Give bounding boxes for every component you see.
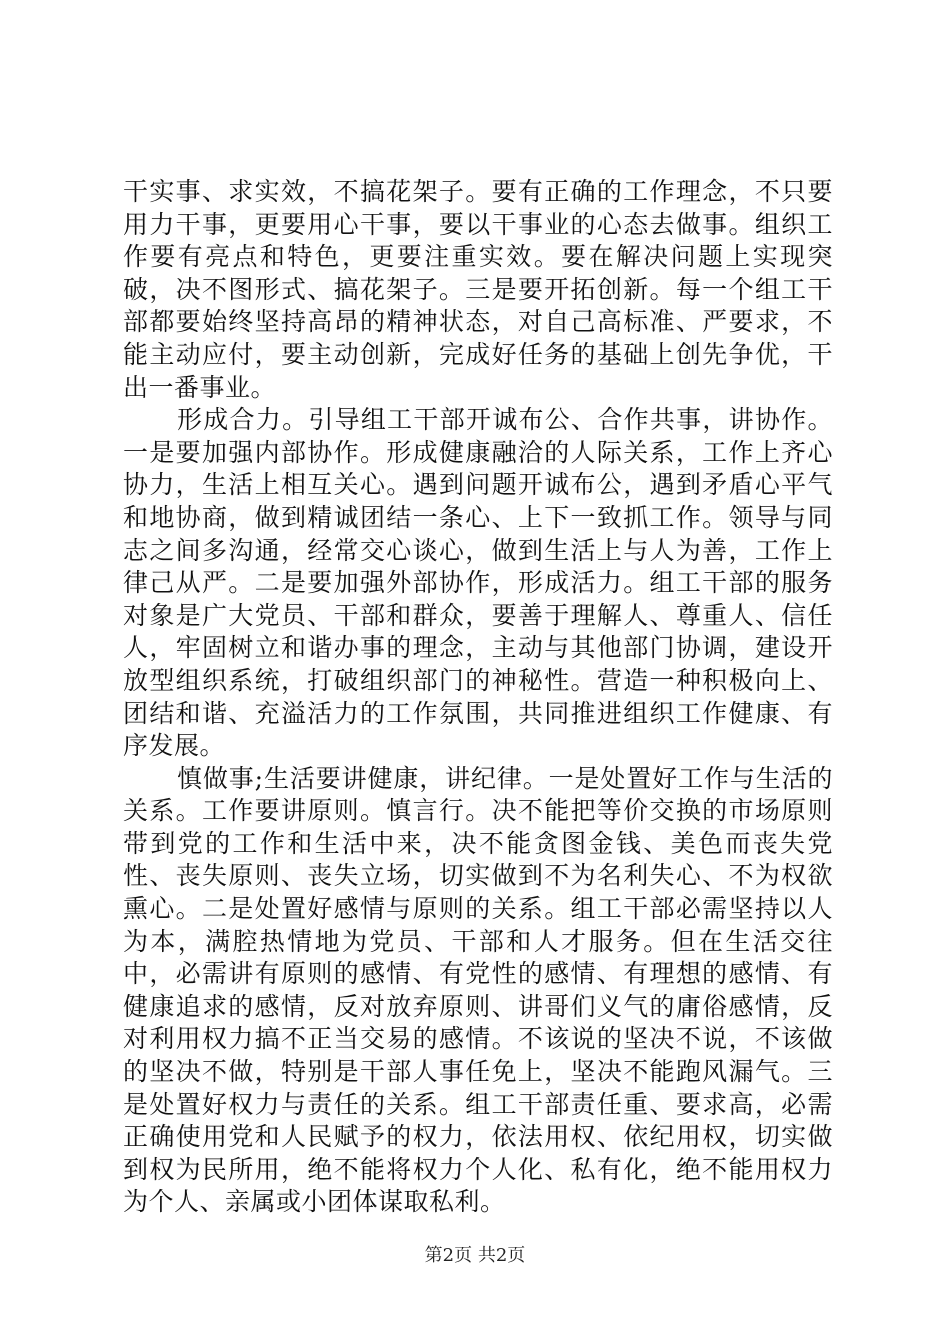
page-footer: 第2页 共2页 — [424, 1245, 526, 1266]
paragraph-1: 干实事、求实效，不搞花架子。要有正确的工作理念，不只要用力干事，更要用心干事，要以干事业的心态去做事。组织工作要有亮点和特色，更要注重实效。要在解决问题上实现突破，决不图形式、搞花架子。三是要开拓创新。每一个组工干部都要始终坚持高昂的精神状态，对自己高标准、严要求，不能主动应付，要主动创新，完成好任务的基础上创先争优，干出一番事业。 — [123, 177, 833, 402]
paragraph-2: 形成合力。引导组工干部开诚布公、合作共事，讲协作。一是要加强内部协作。形成健康融洽的人际关系，工作上齐心协力，生活上相互关心。遇到问题开诚布公，遇到矛盾心平气和地协商，做到精诚团结一条心、上下一致抓工作。领导与同志之间多沟通，经常交心谈心，做到生活上与人为善，工作上律己从严。二是要加强外部协作，形成活力。组工干部的服务对象是广大党员、干部和群众，要善于理解人、尊重人、信任人，牢固树立和谐办事的理念，主动与其他部门协调，建设开放型组织系统，打破组织部门的神秘性。营造一种积极向上、团结和谐、充溢活力的工作氛围，共同推进组织工作健康、有序发展。 — [123, 405, 833, 761]
document-body — [123, 176, 833, 1219]
paragraph-3: 慎做事;生活要讲健康，讲纪律。一是处置好工作与生活的关系。工作要讲原则。慎言行。决不能把等价交换的市场原则带到党的工作和生活中来，决不能贪图金钱、美色而丧失党性、丧失原则、丧失立场，切实做到不为名利失心、不为权欲熏心。二是处置好感情与原则的关系。组工干部必需坚持以人为本，满腔热情地为党员、干部和人才服务。但在生活交往中，必需讲有原则的感情、有党性的感情、有理想的感情、有健康追求的感情，反对放弃原则、讲哥们义气的庸俗感情，反对利用权力搞不正当交易的感情。不该说的坚决不说，不该做的坚决不做，特别是干部人事任免上，坚决不能跑风漏气。三是处置好权力与责任的关系。组工干部责任重、要求高，必需正确使用党和人民赋予的权力，依法用权、依纪用权，切实做到权为民所用，绝不能将权力个人化、私有化，绝不能用权力为个人、亲属或小团体谋取私利。 — [123, 763, 833, 1217]
